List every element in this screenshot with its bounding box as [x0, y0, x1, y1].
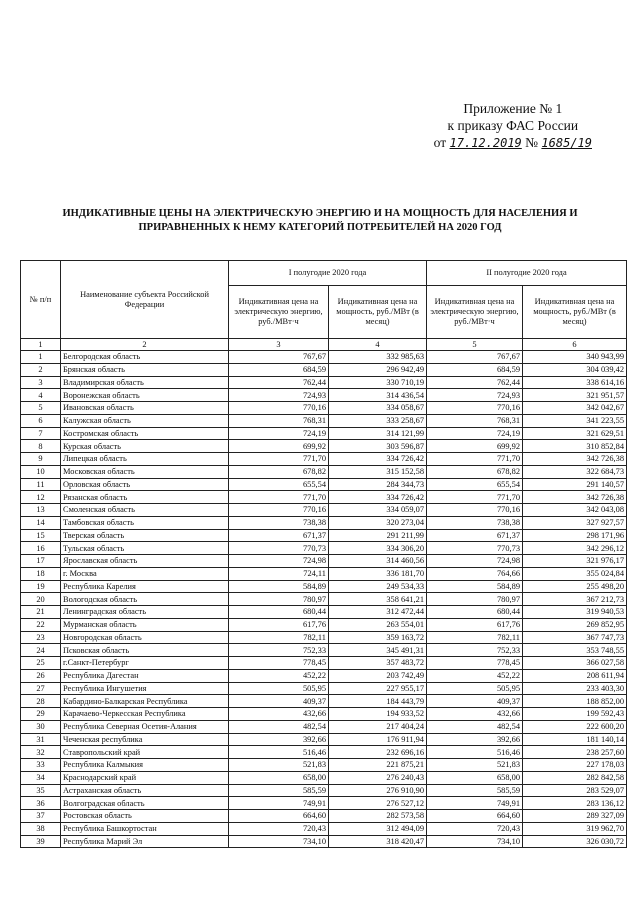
table-row	[21, 746, 627, 759]
appendix-order-ref: к приказу ФАС России	[447, 118, 579, 133]
energy-price-h1: 734,10	[229, 835, 329, 848]
region-name: Московская область	[61, 465, 229, 478]
energy-price-h1: 720,43	[229, 822, 329, 835]
energy-price-h2: 482,54	[427, 720, 523, 733]
header-power-h2: Индикативная цена на мощность, руб./МВт (в месяц)	[523, 286, 627, 339]
energy-price-h2: 770,16	[427, 504, 523, 517]
row-number: 25	[21, 657, 61, 670]
row-number: 21	[21, 606, 61, 619]
power-price-h1: 345 491,31	[329, 644, 427, 657]
energy-price-h1: 584,89	[229, 580, 329, 593]
table-row	[21, 733, 627, 746]
row-number: 17	[21, 555, 61, 568]
energy-price-h1: 699,92	[229, 440, 329, 453]
power-price-h1: 336 181,70	[329, 567, 427, 580]
region-name: Республика Карелия	[61, 580, 229, 593]
energy-price-h1: 724,98	[229, 555, 329, 568]
row-number: 9	[21, 453, 61, 466]
row-number: 27	[21, 682, 61, 695]
column-number-cell: 2	[61, 339, 229, 351]
table-row	[21, 402, 627, 415]
table-row	[21, 784, 627, 797]
power-price-h2: 322 684,73	[523, 465, 627, 478]
table-row	[21, 478, 627, 491]
region-name: Ярославская область	[61, 555, 229, 568]
energy-price-h2: 432,66	[427, 708, 523, 721]
energy-price-h2: 664,60	[427, 810, 523, 823]
region-name: Тульская область	[61, 542, 229, 555]
table-row	[21, 669, 627, 682]
table-row	[21, 593, 627, 606]
power-price-h2: 367 212,73	[523, 593, 627, 606]
table-row	[21, 376, 627, 389]
power-price-h1: 315 152,58	[329, 465, 427, 478]
power-price-h2: 340 943,99	[523, 351, 627, 364]
power-price-h1: 176 911,94	[329, 733, 427, 746]
power-price-h2: 181 140,14	[523, 733, 627, 746]
row-number: 6	[21, 414, 61, 427]
energy-price-h2: 655,54	[427, 478, 523, 491]
power-price-h1: 312 494,09	[329, 822, 427, 835]
row-number: 8	[21, 440, 61, 453]
region-name: Рязанская область	[61, 491, 229, 504]
table-row	[21, 363, 627, 376]
region-name: Республика Калмыкия	[61, 759, 229, 772]
region-name: Ставропольский край	[61, 746, 229, 759]
power-price-h1: 334 306,20	[329, 542, 427, 555]
power-price-h2: 342 726,38	[523, 453, 627, 466]
region-name: Ленинградская область	[61, 606, 229, 619]
energy-price-h1: 671,37	[229, 529, 329, 542]
energy-price-h1: 771,70	[229, 491, 329, 504]
energy-price-h1: 771,70	[229, 453, 329, 466]
energy-price-h1: 770,73	[229, 542, 329, 555]
row-number: 10	[21, 465, 61, 478]
region-name: Липецкая область	[61, 453, 229, 466]
region-name: Белгородская область	[61, 351, 229, 364]
energy-price-h2: 658,00	[427, 771, 523, 784]
energy-price-h1: 768,31	[229, 414, 329, 427]
document-title: ИНДИКАТИВНЫЕ ЦЕНЫ НА ЭЛЕКТРИЧЕСКУЮ ЭНЕРГИЮ И НА МОЩНОСТЬ ДЛЯ НАСЕЛЕНИЯ И ПРИРАВНЕННЫХ К НЕМУ КАТЕГОРИЙ ПОТРЕБИТЕЛЕЙ НА 2020 ГОД	[62, 208, 578, 233]
energy-price-h1: 655,54	[229, 478, 329, 491]
region-name: Астраханская область	[61, 784, 229, 797]
power-price-h1: 334 059,07	[329, 504, 427, 517]
power-price-h1: 330 710,19	[329, 376, 427, 389]
energy-price-h2: 724,98	[427, 555, 523, 568]
table-row	[21, 771, 627, 784]
row-number: 28	[21, 695, 61, 708]
table-row	[21, 440, 627, 453]
power-price-h1: 318 420,47	[329, 835, 427, 848]
header-power-h1: Индикативная цена на мощность, руб./МВт (в месяц)	[329, 286, 427, 339]
energy-price-h1: 770,16	[229, 504, 329, 517]
region-name: г.Санкт-Петербург	[61, 657, 229, 670]
row-number: 31	[21, 733, 61, 746]
energy-price-h1: 664,60	[229, 810, 329, 823]
table-row	[21, 504, 627, 517]
table-row	[21, 567, 627, 580]
power-price-h2: 208 611,94	[523, 669, 627, 682]
power-price-h1: 357 483,72	[329, 657, 427, 670]
power-price-h1: 334 058,67	[329, 402, 427, 415]
region-name: Смоленская область	[61, 504, 229, 517]
region-name: Владимирская область	[61, 376, 229, 389]
energy-price-h1: 782,11	[229, 631, 329, 644]
region-name: Тверская область	[61, 529, 229, 542]
energy-price-h2: 724,19	[427, 427, 523, 440]
energy-price-h1: 780,97	[229, 593, 329, 606]
table-row	[21, 529, 627, 542]
energy-price-h2: 699,92	[427, 440, 523, 453]
energy-price-h2: 734,10	[427, 835, 523, 848]
table-row	[21, 759, 627, 772]
prices-table	[20, 260, 627, 848]
power-price-h2: 289 327,09	[523, 810, 627, 823]
power-price-h1: 291 211,99	[329, 529, 427, 542]
energy-price-h1: 482,54	[229, 720, 329, 733]
row-number: 19	[21, 580, 61, 593]
region-name: г. Москва	[61, 567, 229, 580]
row-number: 30	[21, 720, 61, 733]
row-number: 22	[21, 618, 61, 631]
power-price-h2: 283 136,12	[523, 797, 627, 810]
power-price-h1: 217 404,24	[329, 720, 427, 733]
energy-price-h2: 767,67	[427, 351, 523, 364]
region-name: Воронежская область	[61, 389, 229, 402]
power-price-h1: 276 910,90	[329, 784, 427, 797]
row-number: 29	[21, 708, 61, 721]
appendix-date-prefix: от	[433, 135, 447, 150]
power-price-h2: 366 027,58	[523, 657, 627, 670]
row-number: 37	[21, 810, 61, 823]
power-price-h2: 327 927,57	[523, 516, 627, 529]
power-price-h2: 283 529,07	[523, 784, 627, 797]
table-row	[21, 414, 627, 427]
power-price-h2: 227 178,03	[523, 759, 627, 772]
row-number: 16	[21, 542, 61, 555]
table-row	[21, 708, 627, 721]
power-price-h1: 359 163,72	[329, 631, 427, 644]
power-price-h1: 276 240,43	[329, 771, 427, 784]
row-number: 15	[21, 529, 61, 542]
region-name: Краснодарский край	[61, 771, 229, 784]
table-row	[21, 580, 627, 593]
energy-price-h1: 585,59	[229, 784, 329, 797]
energy-price-h1: 516,46	[229, 746, 329, 759]
region-name: Костромская область	[61, 427, 229, 440]
energy-price-h1: 684,59	[229, 363, 329, 376]
region-name: Курская область	[61, 440, 229, 453]
power-price-h2: 291 140,57	[523, 478, 627, 491]
energy-price-h2: 762,44	[427, 376, 523, 389]
energy-price-h2: 516,46	[427, 746, 523, 759]
region-name: Республика Ингушетия	[61, 682, 229, 695]
header-region: Наименование субъекта Российской Федерации	[61, 261, 229, 339]
row-number: 33	[21, 759, 61, 772]
power-price-h2: 233 403,30	[523, 682, 627, 695]
column-number-cell: 6	[523, 339, 627, 351]
row-number: 34	[21, 771, 61, 784]
energy-price-h1: 724,11	[229, 567, 329, 580]
row-number: 3	[21, 376, 61, 389]
appendix-date-line	[434, 134, 592, 152]
energy-price-h2: 720,43	[427, 822, 523, 835]
row-number: 14	[21, 516, 61, 529]
table-row	[21, 695, 627, 708]
power-price-h1: 320 273,04	[329, 516, 427, 529]
row-number: 36	[21, 797, 61, 810]
energy-price-h2: 764,66	[427, 567, 523, 580]
header-half1: I полугодие 2020 года	[229, 261, 427, 286]
energy-price-h2: 770,16	[427, 402, 523, 415]
header-half2: II полугодие 2020 года	[427, 261, 627, 286]
energy-price-h1: 521,83	[229, 759, 329, 772]
power-price-h1: 276 527,12	[329, 797, 427, 810]
power-price-h2: 304 039,42	[523, 363, 627, 376]
column-number-cell: 5	[427, 339, 523, 351]
power-price-h1: 184 443,79	[329, 695, 427, 708]
table-row	[21, 835, 627, 848]
region-name: Волгоградская область	[61, 797, 229, 810]
table-row	[21, 644, 627, 657]
energy-price-h2: 680,44	[427, 606, 523, 619]
power-price-h1: 333 258,67	[329, 414, 427, 427]
column-numbers-row	[21, 339, 627, 351]
power-price-h2: 321 629,51	[523, 427, 627, 440]
power-price-h1: 314 436,54	[329, 389, 427, 402]
power-price-h2: 238 257,60	[523, 746, 627, 759]
power-price-h1: 203 742,49	[329, 669, 427, 682]
energy-price-h2: 768,31	[427, 414, 523, 427]
power-price-h1: 314 121,99	[329, 427, 427, 440]
header-energy-h1: Индикативная цена на электрическую энергию, руб./МВт·ч	[229, 286, 329, 339]
row-number: 20	[21, 593, 61, 606]
power-price-h2: 222 600,20	[523, 720, 627, 733]
region-name: Калужская область	[61, 414, 229, 427]
energy-price-h2: 452,22	[427, 669, 523, 682]
appendix-date: 17.12.2019	[449, 136, 522, 150]
energy-price-h2: 782,11	[427, 631, 523, 644]
region-name: Республика Марий Эл	[61, 835, 229, 848]
energy-price-h1: 617,76	[229, 618, 329, 631]
energy-price-h2: 684,59	[427, 363, 523, 376]
energy-price-h1: 658,00	[229, 771, 329, 784]
energy-price-h1: 678,82	[229, 465, 329, 478]
table-row	[21, 618, 627, 631]
power-price-h2: 342 296,12	[523, 542, 627, 555]
appendix-number: 1685/19	[541, 136, 592, 150]
table-body	[21, 351, 627, 848]
region-name: Республика Дагестан	[61, 669, 229, 682]
row-number: 18	[21, 567, 61, 580]
power-price-h1: 249 534,33	[329, 580, 427, 593]
energy-price-h2: 752,33	[427, 644, 523, 657]
appendix-title: Приложение № 1	[463, 101, 563, 116]
table-row	[21, 453, 627, 466]
energy-price-h2: 671,37	[427, 529, 523, 542]
energy-price-h1: 778,45	[229, 657, 329, 670]
table-row	[21, 427, 627, 440]
energy-price-h2: 585,59	[427, 784, 523, 797]
energy-price-h2: 617,76	[427, 618, 523, 631]
row-number: 35	[21, 784, 61, 797]
table-row	[21, 465, 627, 478]
table-row	[21, 797, 627, 810]
power-price-h1: 194 933,52	[329, 708, 427, 721]
energy-price-h2: 724,93	[427, 389, 523, 402]
region-name: Кабардино-Балкарская Республика	[61, 695, 229, 708]
row-number: 26	[21, 669, 61, 682]
energy-price-h2: 771,70	[427, 491, 523, 504]
power-price-h2: 269 852,95	[523, 618, 627, 631]
row-number: 24	[21, 644, 61, 657]
power-price-h2: 353 748,55	[523, 644, 627, 657]
row-number: 7	[21, 427, 61, 440]
region-name: Брянская область	[61, 363, 229, 376]
power-price-h1: 303 596,87	[329, 440, 427, 453]
power-price-h1: 358 641,21	[329, 593, 427, 606]
power-price-h1: 227 955,17	[329, 682, 427, 695]
row-number: 5	[21, 402, 61, 415]
energy-price-h2: 738,38	[427, 516, 523, 529]
energy-price-h1: 392,66	[229, 733, 329, 746]
energy-price-h2: 584,89	[427, 580, 523, 593]
row-number: 23	[21, 631, 61, 644]
energy-price-h2: 678,82	[427, 465, 523, 478]
power-price-h2: 341 223,55	[523, 414, 627, 427]
table-row	[21, 657, 627, 670]
table-row	[21, 555, 627, 568]
energy-price-h2: 409,37	[427, 695, 523, 708]
energy-price-h1: 762,44	[229, 376, 329, 389]
power-price-h1: 312 472,44	[329, 606, 427, 619]
table-row	[21, 516, 627, 529]
energy-price-h1: 432,66	[229, 708, 329, 721]
region-name: Карачаево-Черкесская Республика	[61, 708, 229, 721]
region-name: Вологодская область	[61, 593, 229, 606]
row-number: 2	[21, 363, 61, 376]
energy-price-h1: 724,19	[229, 427, 329, 440]
region-name: Мурманская область	[61, 618, 229, 631]
region-name: Республика Башкортостан	[61, 822, 229, 835]
appendix-number-prefix: №	[525, 135, 539, 150]
region-name: Республика Северная Осетия-Алания	[61, 720, 229, 733]
power-price-h1: 221 875,21	[329, 759, 427, 772]
energy-price-h2: 392,66	[427, 733, 523, 746]
table-row	[21, 351, 627, 364]
power-price-h2: 298 171,96	[523, 529, 627, 542]
power-price-h1: 284 344,73	[329, 478, 427, 491]
energy-price-h1: 738,38	[229, 516, 329, 529]
energy-price-h2: 749,91	[427, 797, 523, 810]
energy-price-h1: 724,93	[229, 389, 329, 402]
energy-price-h1: 752,33	[229, 644, 329, 657]
region-name: Ростовская область	[61, 810, 229, 823]
row-number: 39	[21, 835, 61, 848]
appendix-block	[434, 100, 592, 152]
power-price-h2: 338 614,16	[523, 376, 627, 389]
energy-price-h1: 680,44	[229, 606, 329, 619]
energy-price-h2: 770,73	[427, 542, 523, 555]
row-number: 12	[21, 491, 61, 504]
power-price-h2: 188 852,00	[523, 695, 627, 708]
power-price-h1: 334 726,42	[329, 453, 427, 466]
column-number-cell: 4	[329, 339, 427, 351]
table-row	[21, 810, 627, 823]
energy-price-h2: 521,83	[427, 759, 523, 772]
region-name: Псковская область	[61, 644, 229, 657]
power-price-h2: 310 852,84	[523, 440, 627, 453]
header-number: № п/п	[21, 261, 61, 339]
region-name: Чеченская республика	[61, 733, 229, 746]
header-energy-h2: Индикативная цена на электрическую энергию, руб./МВт·ч	[427, 286, 523, 339]
row-number: 38	[21, 822, 61, 835]
row-number: 1	[21, 351, 61, 364]
energy-price-h2: 778,45	[427, 657, 523, 670]
power-price-h1: 334 726,42	[329, 491, 427, 504]
energy-price-h2: 780,97	[427, 593, 523, 606]
energy-price-h2: 771,70	[427, 453, 523, 466]
region-name: Ивановская область	[61, 402, 229, 415]
power-price-h1: 314 460,56	[329, 555, 427, 568]
region-name: Тамбовская область	[61, 516, 229, 529]
power-price-h2: 319 940,53	[523, 606, 627, 619]
power-price-h2: 199 592,43	[523, 708, 627, 721]
row-number: 11	[21, 478, 61, 491]
power-price-h2: 321 951,57	[523, 389, 627, 402]
table-row	[21, 720, 627, 733]
region-name: Новгородская область	[61, 631, 229, 644]
power-price-h1: 296 942,49	[329, 363, 427, 376]
energy-price-h1: 770,16	[229, 402, 329, 415]
column-number-cell: 3	[229, 339, 329, 351]
power-price-h2: 342 043,08	[523, 504, 627, 517]
row-number: 13	[21, 504, 61, 517]
power-price-h2: 342 042,67	[523, 402, 627, 415]
power-price-h1: 263 554,01	[329, 618, 427, 631]
power-price-h2: 367 747,73	[523, 631, 627, 644]
table-row	[21, 682, 627, 695]
column-number-cell: 1	[21, 339, 61, 351]
power-price-h2: 355 024,84	[523, 567, 627, 580]
power-price-h2: 321 976,17	[523, 555, 627, 568]
power-price-h2: 255 498,20	[523, 580, 627, 593]
energy-price-h1: 452,22	[229, 669, 329, 682]
table-row	[21, 822, 627, 835]
row-number: 4	[21, 389, 61, 402]
power-price-h2: 326 030,72	[523, 835, 627, 848]
power-price-h1: 232 696,16	[329, 746, 427, 759]
region-name: Орловская область	[61, 478, 229, 491]
power-price-h2: 282 842,58	[523, 771, 627, 784]
energy-price-h1: 505,95	[229, 682, 329, 695]
table-row	[21, 542, 627, 555]
energy-price-h2: 505,95	[427, 682, 523, 695]
power-price-h1: 332 985,63	[329, 351, 427, 364]
power-price-h2: 342 726,38	[523, 491, 627, 504]
energy-price-h1: 749,91	[229, 797, 329, 810]
table-row	[21, 491, 627, 504]
table-row	[21, 606, 627, 619]
energy-price-h1: 767,67	[229, 351, 329, 364]
row-number: 32	[21, 746, 61, 759]
power-price-h2: 319 962,70	[523, 822, 627, 835]
energy-price-h1: 409,37	[229, 695, 329, 708]
table-row	[21, 631, 627, 644]
table-row	[21, 389, 627, 402]
power-price-h1: 282 573,58	[329, 810, 427, 823]
